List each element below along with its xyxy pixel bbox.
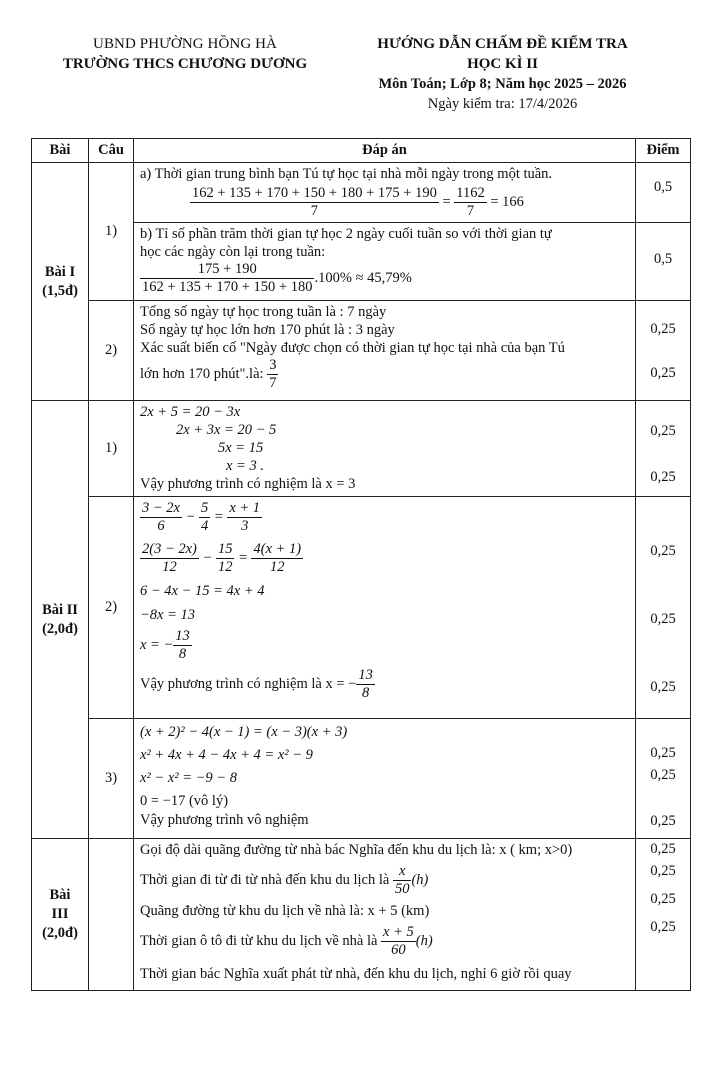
doc-subject: Môn Toán; Lớp 8; Năm học 2025 – 2026 [378, 76, 627, 92]
bai-2-cau-2: 2) [89, 497, 134, 719]
bai-1-cau-2: 2) [89, 301, 134, 401]
table-row [32, 497, 691, 719]
bai-2-answer-2: $\frac{3 - 2x}{6}$ − $\frac{5}{4}$ = $\frac{x + 1}{3}$ $\frac{2(3 - 2x)}{12}$ − $\frac{15}{12}$ = $\frac{4(x + 1)}{12}$ 6 − 4x − 15 = 4x + 4 −8x = 13 x = − $\frac{13}{8}$ Vậy phương trình có nghiệm là x = − $\frac{13}{8}$ [134, 497, 636, 719]
bai-2-answer-3: (x + 2)² − 4(x − 1) = (x − 3)(x + 3) x² + 4x + 4 − 4x + 4 = x² − 9 x² − x² = −9 − 8 0 = −17 (vô lý) Vậy phương trình vô nghiệm [134, 719, 636, 839]
school-name: TRƯỜNG THCS CHƯƠNG DƯƠNG [62, 56, 308, 72]
bai-2-3-score: 0,25 0,25 0,25 [636, 719, 691, 839]
table-row [32, 719, 691, 839]
bai-2-cau-3: 3) [89, 719, 134, 839]
bai-1-label: Bài I (1,5đ) [32, 163, 89, 401]
doc-title: HƯỚNG DẪN CHẤM ĐỀ KIỂM TRA [377, 36, 628, 52]
bai-1-answer-a: a) Thời gian trung bình bạn Tú tự học tại nhà mỗi ngày trong một tuần. $\frac{162 + 135 + 170 + 150 + 180 + 175 + 190}{7}$ = $\frac{1162}{7}$ = 166 [134, 163, 636, 223]
bai-1-a-score: 0,5 [636, 163, 691, 223]
exam-info [350, 34, 655, 114]
bai-1-2-score: 0,25 0,25 [636, 301, 691, 401]
table-row [32, 839, 691, 991]
header-diem: Điểm [636, 139, 691, 163]
header-dap-an: Đáp án [134, 139, 636, 163]
header-cau: Câu [89, 139, 134, 163]
bai-3-label: Bài III (2,0đ) [32, 839, 89, 991]
doc-date: Ngày kiểm tra: 17/4/2026 [427, 96, 578, 112]
grading-table [31, 138, 691, 991]
table-row [32, 301, 691, 401]
bai-1-cau-1: 1) [89, 163, 134, 301]
bai-2-cau-1: 1) [89, 401, 134, 497]
bai-2-1-score: 0,25 0,25 [636, 401, 691, 497]
header-bai: Bài [32, 139, 89, 163]
doc-term: HỌC KÌ II [467, 56, 538, 72]
school-info [40, 34, 330, 74]
table-row [32, 163, 691, 223]
bai-2-label: Bài II (2,0đ) [32, 401, 89, 839]
document-header [0, 0, 720, 130]
bai-1-b-score: 0,5 [636, 223, 691, 301]
bai-3-answer: Gọi độ dài quãng đường từ nhà bác Nghĩa đến khu du lịch là: x ( km; x>0) Thời gian đi từ đi từ nhà đến khu du lịch là $\frac{x}{50}$ (h) Quãng đường từ khu du lịch về nhà là: x + 5 (km) Thời gian ô tô đi từ khu du lịch về nhà là $\frac{x + 5}{60}$ (h) Thời gian bác Nghĩa xuất phát từ nhà, đến khu du lịch, nghỉ 6 giờ rồi quay [134, 839, 636, 991]
bai-1-answer-2: Tổng số ngày tự học trong tuần là : 7 ngày Số ngày tự học lớn hơn 170 phút là : 3 ngày Xác suất biến cố "Ngày được chọn có thời gian tự học tại nhà của bạn Tú lớn hơn 170 phút".là: $\frac{3}{7}$ [134, 301, 636, 401]
bai-2-answer-1: 2x + 5 = 20 − 3x 2x + 3x = 20 − 5 5x = 15 x = 3 . Vậy phương trình có nghiệm là x = 3 [134, 401, 636, 497]
bai-3-cau-empty [89, 839, 134, 991]
district-name: UBND PHƯỜNG HỒNG HÀ [93, 36, 277, 52]
bai-2-2-score: 0,25 0,25 0,25 [636, 497, 691, 719]
table-header-row [32, 139, 691, 163]
bai-1-answer-b: b) Tỉ số phần trăm thời gian tự học 2 ngày cuối tuần so với thời gian tự học các ngày còn lại trong tuần: $\frac{175 + 190}{162 + 135 + 170 + 150 + 180}$ .100% ≈ 45,79% [134, 223, 636, 301]
bai-3-score: 0,25 0,25 0,25 0,25 [636, 839, 691, 991]
table-row [32, 401, 691, 497]
